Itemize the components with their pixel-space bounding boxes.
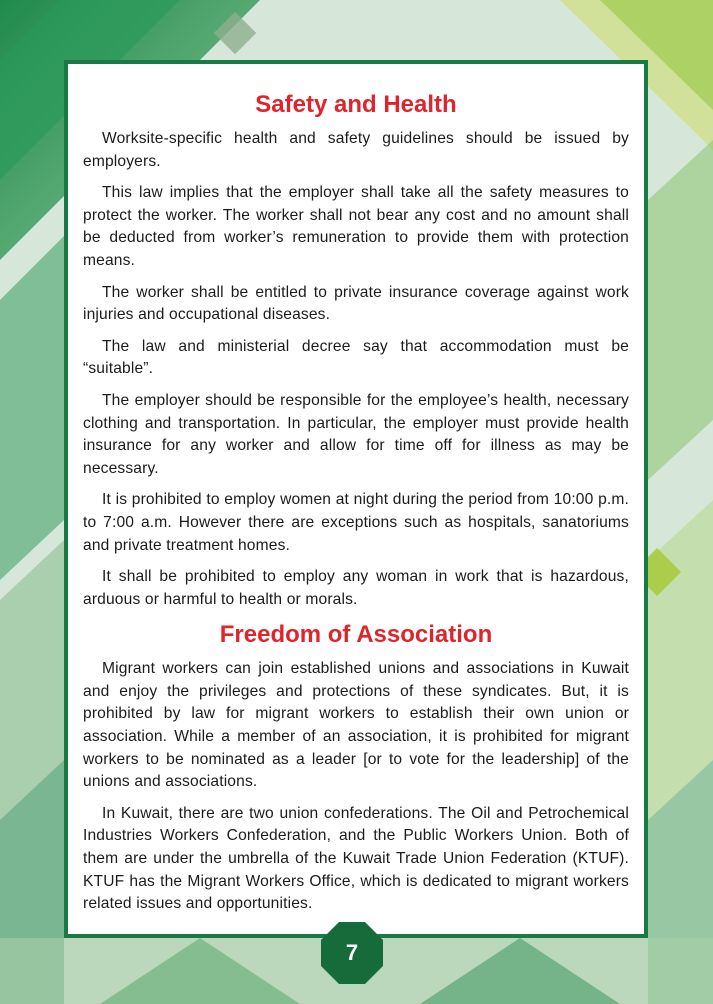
section-heading-freedom-of-association: Freedom of Association (219, 621, 493, 649)
page-number: 7 (345, 940, 359, 965)
association-paragraph-1: Migrant workers can join established unions and associations in Kuwait and enjoy the privileges and protections of these syndicates. But, it is prohibited by law for migrant workers to establish their own union or association. While a member of an association, it is prohibited for migrant workers to be nominated as a leader [or to vote for the leadership] of the unions and associations. (83, 660, 629, 791)
safety-paragraph-7: It shall be prohibited to employ any woman in work that is hazardous, arduous or harmful to health or morals. (83, 568, 629, 608)
safety-paragraph-3: The worker shall be entitled to private insurance coverage against work injuries and occupational diseases. (83, 283, 629, 324)
content-card (64, 60, 648, 938)
safety-paragraph-4: The law and ministerial decree say that accommodation must be “suitable”. (83, 337, 629, 378)
safety-paragraph-2: This law implies that the employer shall take all the safety measures to protect the worker. The worker shall not bear any cost and no amount shall be deducted from worker’s remuneration to provide them with protection means. (83, 184, 629, 269)
safety-paragraph-5: The employer should be responsible for the employee’s health, necessary clothing and transportation. In particular, the employer must provide health insurance for any worker and allow for time off for illness as may be necessary. (83, 391, 629, 477)
safety-paragraph-1: Worksite-specific health and safety guidelines should be issued by employers. (83, 130, 629, 170)
association-paragraph-2: In Kuwait, there are two union confederations. The Oil and Petrochemical Industries Workers Confederation, and the Public Workers Union. Both of them are under the umbrella of the Kuwait Trade Union Federation (KTUF). KTUF has the Migrant Workers Office, which is dedicated to migrant workers related issues and opportunities. (83, 804, 629, 913)
safety-paragraph-6: It is prohibited to employ women at night during the period from 10:00 p.m. to 7:00 a.m. However there are exceptions such as hospitals, sanatoriums and private treatment homes. (83, 491, 629, 554)
section-heading-safety-and-health: Safety and Health (255, 91, 457, 118)
page-number-badge (321, 922, 383, 984)
